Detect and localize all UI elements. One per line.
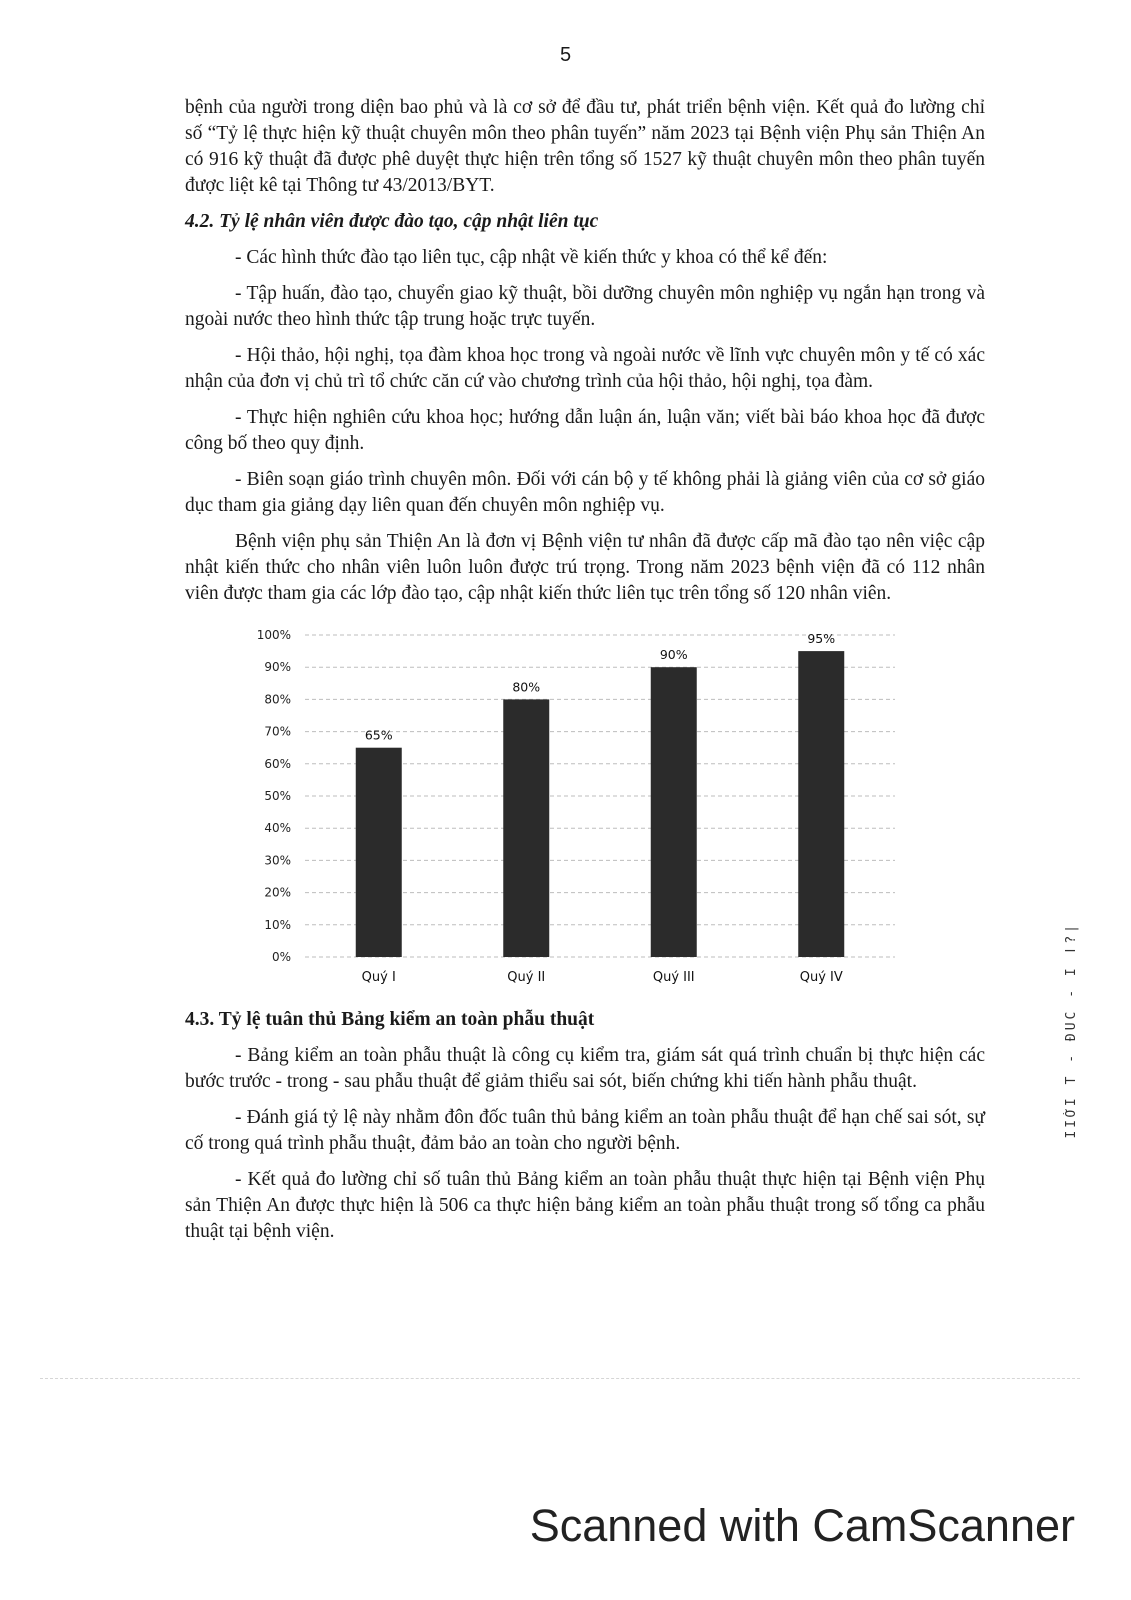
bar-4	[798, 651, 844, 957]
x-tick-label: Quý II	[507, 970, 546, 985]
x-tick-label: Quý IV	[799, 970, 843, 985]
section-heading-4-2: 4.2. Tỷ lệ nhân viên được đào tạo, cập nhật liên tục	[185, 211, 599, 232]
paragraph-training-item-3: - Thực hiện nghiên cứu khoa học; hướng dẫn luận án, luận văn; viết bài báo khoa học đã được công bố theo quy định.	[185, 407, 985, 454]
y-tick-label: 80%	[264, 692, 291, 707]
x-tick-label: Quý I	[361, 970, 396, 985]
document-body	[185, 95, 985, 1255]
training-rate-chart	[235, 617, 915, 1007]
y-tick-label: 70%	[264, 724, 291, 739]
paragraph-training-item-1: - Tập huấn, đào tạo, chuyển giao kỹ thuật, bồi dưỡng chuyên môn nghiệp vụ ngắn hạn trong và ngoài nước theo hình thức tập trung hoặc trực tuyến.	[185, 283, 985, 330]
paragraph-training-forms: - Các hình thức đào tạo liên tục, cập nhật về kiến thức y khoa có thể kể đến:	[235, 247, 828, 268]
bar-3	[651, 667, 697, 957]
bar-2	[503, 699, 549, 957]
data-label: 90%	[659, 647, 688, 663]
y-tick-label: 50%	[264, 789, 291, 803]
y-tick-label: 90%	[264, 660, 291, 675]
paragraph-checklist-def: - Bảng kiểm an toàn phẫu thuật là công cụ kiểm tra, giám sát quá trình chuẩn bị thực hiện các bước trước - trong - sau phẫu thuật để giảm thiểu sai sót, biến chứng khi tiến hành phẫu thuật.	[185, 1045, 985, 1092]
y-tick-label: 10%	[264, 917, 291, 932]
y-tick-label: 20%	[264, 885, 291, 900]
y-tick-label: 100%	[256, 628, 291, 642]
y-tick-label: 60%	[264, 756, 291, 771]
page-number: 5	[559, 44, 572, 66]
data-label: 80%	[512, 679, 541, 695]
paragraph-checklist-purpose: - Đánh giá tỷ lệ này nhằm đôn đốc tuân thủ bảng kiểm an toàn phẫu thuật để hạn chế sai sót, sự cố trong quá trình phẫu thuật, đảm bảo an toàn cho người bệnh.	[185, 1107, 985, 1154]
bar-1	[356, 748, 402, 957]
bar-chart-svg	[235, 617, 915, 1007]
data-label: 95%	[807, 631, 836, 647]
paragraph-training-result: Bệnh viện phụ sản Thiện An là đơn vị Bệnh viện tư nhân đã được cấp mã đào tạo nên việc cập nhật kiến thức cho nhân viên luôn luôn được trú trọng. Trong năm 2023 bệnh viện đã có 112 nhân viên được tham gia các lớp đào tạo, cập nhật kiến thức liên tục trên tổng số 120 nhân viên.	[185, 531, 985, 604]
paragraph-training-item-4: - Biên soạn giáo trình chuyên môn. Đối với cán bộ y tế không phải là giảng viên của cơ sở giáo dục tham gia giảng dạy liên quan đến chuyên môn nghiệp vụ.	[185, 469, 985, 516]
data-label: 65%	[364, 727, 393, 743]
y-tick-label: 40%	[264, 821, 291, 836]
paragraph-training-item-2: - Hội thảo, hội nghị, tọa đàm khoa học trong và ngoài nước về lĩnh vực chuyên môn y tế có xác nhận của đơn vị chủ trì tổ chức căn cứ vào chương trình của hội thảo, hội nghị, tọa đàm.	[185, 345, 985, 392]
paragraph-checklist-result: - Kết quả đo lường chỉ số tuân thủ Bảng kiểm an toàn phẫu thuật thực hiện tại Bệnh viện Phụ sản Thiện An được thực hiện là 506 ca thực hiện bảng kiểm an toàn phẫu thuật trong số tổng ca phẫu thuật tại bệnh viện.	[185, 1169, 985, 1242]
x-tick-label: Quý III	[652, 970, 695, 985]
y-tick-label: 0%	[271, 950, 291, 964]
side-stamp-mark: IIỚI T - ĐUC - I ǀ?|	[1064, 922, 1079, 1139]
page-footer-divider	[40, 1378, 1080, 1379]
scanner-watermark: Scanned with CamScanner	[529, 1500, 1075, 1551]
paragraph-intro: bệnh của người trong diện bao phủ và là cơ sở để đầu tư, phát triển bệnh viện. Kết quả đo lường chỉ số “Tỷ lệ thực hiện kỹ thuật chuyên môn theo phân tuyến” năm 2023 tại Bệnh viện Phụ sản Thiện An có 916 kỹ thuật đã được phê duyệt thực hiện trên tổng số 1527 kỹ thuật chuyên môn theo phân tuyến được liệt kê tại Thông tư 43/2013/BYT.	[185, 97, 985, 196]
y-tick-label: 30%	[264, 853, 291, 868]
section-heading-4-3: 4.3. Tỷ lệ tuân thủ Bảng kiểm an toàn phẫu thuật	[185, 1009, 595, 1030]
